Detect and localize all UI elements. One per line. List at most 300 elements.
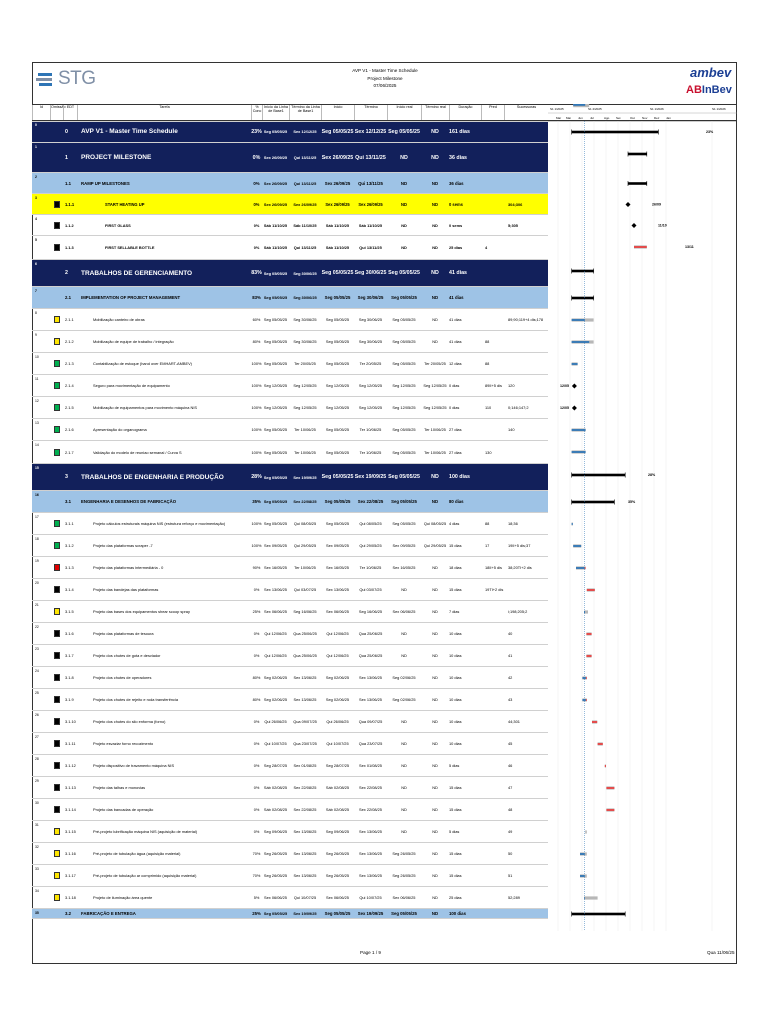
- cell-end: Qua 25/06/25: [358, 631, 383, 636]
- cell-a-end: ND: [431, 128, 439, 135]
- cell-a-end: ND: [432, 587, 438, 592]
- cell-a-end: ND: [432, 631, 438, 636]
- table-row[interactable]: [32, 799, 548, 821]
- cell-bl-end: Seg 30/06/25: [293, 339, 317, 344]
- cell-dur: 0 sems: [449, 222, 463, 228]
- cell-succ: 52;289: [508, 895, 520, 900]
- cell-start: Seg 12/05/25: [325, 383, 350, 388]
- cell-task: PROJECT MILESTONE: [81, 154, 152, 161]
- cell-a-start: ND: [400, 180, 408, 186]
- cell-succ: [504, 491, 548, 512]
- cell-pct: 28%: [251, 474, 262, 480]
- cell-a-end: Ter 10/06/25: [424, 449, 446, 455]
- cell-a-end: ND: [432, 565, 438, 570]
- cell-start: Seg 12/05/25: [325, 405, 350, 410]
- table-row[interactable]: [32, 513, 548, 535]
- cell-pred: [481, 121, 504, 142]
- status-indicator-cell: [50, 887, 63, 908]
- task-bar-remaining: [587, 589, 595, 591]
- status-indicator-cell: [50, 755, 63, 776]
- cell-bl-end: Qui 13/11/25: [293, 155, 317, 160]
- timescale-month: Jan: [666, 116, 671, 120]
- cell-a-start: ND: [401, 245, 407, 250]
- column-header-dur[interactable]: Duração: [449, 105, 481, 120]
- cell-succ: 40: [508, 631, 513, 636]
- cell-bl-start: Seg 09/06/25: [263, 829, 288, 834]
- cell-bl-end: Qui 29/05/25: [293, 543, 317, 548]
- cell-pred: 4: [485, 245, 488, 250]
- cell-pct: 0%: [253, 807, 260, 812]
- table-row[interactable]: [32, 121, 548, 143]
- cell-bl-end: Sex 19/09/25: [293, 911, 317, 916]
- cell-pred: [481, 755, 504, 776]
- column-header-bl-start[interactable]: Início da Linha de Base1: [262, 105, 289, 120]
- task-bar-remaining: [586, 677, 587, 679]
- cell-edt: 1.1.3: [65, 245, 74, 250]
- stg-logo: [36, 68, 136, 90]
- cell-end: Sex 19/09/25: [354, 474, 387, 480]
- status-indicator-icon: [54, 652, 60, 659]
- cell-id: 7: [35, 289, 37, 293]
- cell-succ: [504, 236, 548, 259]
- cell-end: Ter 10/06/25: [359, 565, 382, 570]
- cell-dur: 4 dias: [449, 521, 460, 526]
- cell-bl-end: Sex 26/09/25: [293, 201, 317, 207]
- milestone-diamond: [632, 223, 637, 228]
- timescale-year: S1 1/2026: [712, 107, 726, 111]
- table-row[interactable]: [32, 121, 548, 122]
- cell-start: Seg 28/07/25: [325, 763, 350, 768]
- status-indicator-cell: [50, 645, 63, 666]
- cell-id: 12: [35, 399, 39, 403]
- cell-edt: 3.1.12: [65, 763, 76, 768]
- column-header-a-start[interactable]: Início real: [387, 105, 421, 120]
- table-row[interactable]: [32, 236, 548, 260]
- cell-id: 30: [35, 801, 39, 805]
- cell-id: 19: [35, 559, 39, 563]
- table-row[interactable]: [32, 579, 548, 601]
- cell-bl-start: Seg 28/07/25: [263, 763, 288, 768]
- cell-start: Seg 05/05/25: [325, 361, 350, 366]
- cell-pred: [481, 173, 504, 193]
- cell-a-end: ND: [432, 339, 438, 344]
- cell-pct: 100%: [251, 449, 262, 455]
- table-row[interactable]: [32, 194, 548, 215]
- column-header-pct[interactable]: % Conc: [251, 105, 262, 120]
- cell-a-start: Sex 06/06/25: [392, 609, 416, 614]
- cell-a-end: ND: [432, 201, 438, 207]
- cell-id: 28: [35, 757, 39, 761]
- cell-pct: 25%: [252, 609, 261, 614]
- cell-pct: 100%: [251, 543, 262, 548]
- column-header-end[interactable]: Término: [354, 105, 387, 120]
- table-row[interactable]: [32, 419, 548, 441]
- cell-start: Seg 02/06/25: [325, 697, 350, 702]
- page-number: Page 1 / 9: [360, 950, 381, 955]
- cell-bl-end: Qui 13/11/25: [293, 245, 317, 250]
- cell-bl-end: Ter 10/06/25: [294, 427, 316, 432]
- status-indicator-cell: [50, 535, 63, 556]
- cell-end: Ter 10/06/25: [359, 427, 382, 432]
- cell-succ: 49: [508, 829, 513, 834]
- column-header-id[interactable]: Id: [32, 105, 50, 120]
- cell-pred: [481, 821, 504, 842]
- table-row[interactable]: [32, 601, 548, 623]
- cell-start: Sáb 11/10/25: [325, 222, 350, 228]
- cell-succ: 51: [508, 873, 513, 878]
- cell-pred: [481, 777, 504, 798]
- table-row[interactable]: [32, 755, 548, 777]
- cell-bl-end: Sex 13/06/25: [293, 675, 317, 680]
- cell-task: Pré-projeto de tubulação água (aquisição material): [93, 851, 181, 856]
- cell-id: 10: [35, 355, 39, 359]
- status-indicator-icon: [54, 828, 60, 835]
- cell-start: Seg 05/05/25: [325, 339, 350, 344]
- cell-task: START HEATING UP: [105, 201, 145, 207]
- column-header-ind[interactable]: Omissão: [50, 105, 63, 120]
- cell-a-start: ND: [401, 807, 407, 812]
- table-row[interactable]: [32, 173, 548, 194]
- cell-pct: 5%: [253, 895, 260, 900]
- cell-bl-start: Sáb 02/08/25: [263, 807, 288, 812]
- cell-bl-end: Qua 25/06/25: [293, 653, 317, 658]
- status-indicator-cell: [50, 799, 63, 820]
- status-indicator-icon: [54, 338, 60, 345]
- cell-end: Sex 26/09/25: [358, 201, 383, 207]
- cell-id: 2: [35, 175, 37, 179]
- status-indicator-cell: [50, 397, 63, 418]
- cell-start: Seg 05/05/25: [324, 499, 351, 504]
- summary-bar: [572, 474, 626, 477]
- cell-bl-end: Seg 30/06/25: [293, 295, 317, 300]
- cell-dur: 7 dias: [449, 609, 460, 614]
- cell-bl-end: Ter 10/06/25: [294, 565, 316, 570]
- table-row[interactable]: [32, 287, 548, 309]
- cell-a-start: Seg 05/05/25: [392, 317, 416, 322]
- column-header-succ[interactable]: Sucessoras: [504, 105, 548, 120]
- table-row[interactable]: [32, 397, 548, 419]
- table-row[interactable]: [32, 843, 548, 865]
- cell-end: Sex 13/06/25: [359, 873, 382, 878]
- summary-bar: [572, 270, 594, 273]
- gantt-bar-label: 12/05: [560, 406, 569, 411]
- cell-succ: [504, 331, 548, 352]
- table-row[interactable]: [32, 535, 548, 557]
- cell-dur: 10 dias: [449, 719, 462, 724]
- cell-edt: 2.1.4: [65, 383, 74, 388]
- cell-end: Sex 19/09/25: [357, 911, 384, 916]
- task-table: [32, 121, 548, 931]
- cell-a-end: ND: [432, 609, 438, 614]
- cell-id: 27: [35, 735, 39, 739]
- cell-pred: [481, 464, 504, 490]
- table-row[interactable]: [32, 821, 548, 843]
- gantt-bar-label: 23%: [706, 130, 714, 135]
- cell-pct: 100%: [251, 361, 262, 366]
- cell-edt: 3.1.15: [65, 829, 76, 834]
- cell-dur: 41 dias: [449, 339, 462, 344]
- cell-id: 5: [35, 238, 37, 242]
- cell-succ: 0;146;147;2: [508, 405, 529, 410]
- cell-pct: 100%: [251, 405, 262, 410]
- table-row[interactable]: [32, 464, 548, 491]
- cell-end: Sex 12/12/25: [354, 128, 387, 135]
- cell-dur: 10 dias: [449, 675, 462, 680]
- task-bar-baseline: [584, 896, 598, 899]
- table-row[interactable]: [32, 353, 548, 375]
- table-row[interactable]: [32, 667, 548, 689]
- cell-bl-start: Seg 05/05/25: [263, 361, 288, 366]
- cell-pct: 0%: [253, 719, 260, 724]
- status-indicator-icon: [54, 222, 60, 229]
- cell-task: Projeto de iluminação área quente: [93, 895, 153, 900]
- cell-task: Projeto dos chutes de rejeito e roda transferência: [93, 697, 178, 702]
- table-row[interactable]: [32, 777, 548, 799]
- cell-bl-end: Seg 30/06/25: [293, 270, 317, 276]
- table-row[interactable]: [32, 711, 548, 733]
- cell-pred: 110: [485, 405, 492, 410]
- cell-pct: 90%: [252, 565, 261, 570]
- cell-pred: [481, 865, 504, 886]
- task-bar-baseline: [585, 830, 587, 833]
- cell-task: Pré-projeto de tubulação ar comprimido (aquisição material): [93, 873, 197, 878]
- cell-edt: 3.1.4: [65, 587, 74, 592]
- status-indicator-cell: [50, 689, 63, 710]
- cell-end: Qui 08/05/25: [359, 521, 382, 526]
- table-row[interactable]: [32, 887, 548, 909]
- cell-bl-end: Qui 10/07/25: [293, 895, 317, 900]
- cell-bl-end: Ter 10/06/25: [294, 449, 316, 455]
- cell-start: Seg 05/05/25: [325, 317, 350, 322]
- cell-dur: 15 dias: [449, 851, 462, 856]
- cell-pct: 0%: [253, 245, 260, 250]
- table-row[interactable]: [32, 260, 548, 287]
- cell-a-start: Seg 05/05/25: [388, 270, 420, 276]
- cell-a-end: ND: [432, 719, 438, 724]
- status-indicator-icon: [54, 850, 60, 857]
- cell-pct: 100%: [251, 383, 262, 388]
- table-row[interactable]: [32, 331, 548, 353]
- cell-a-start: Sex 09/05/25: [392, 543, 416, 548]
- cell-pred: [481, 909, 504, 918]
- table-row[interactable]: [32, 309, 548, 331]
- cell-end: Sex 22/08/25: [357, 499, 384, 504]
- cell-pct: 23%: [251, 128, 262, 135]
- cell-a-end: ND: [431, 180, 439, 186]
- cell-task: RAMP UP MILESTONES: [81, 180, 130, 186]
- status-indicator-icon: [54, 608, 60, 615]
- cell-edt: 3.1.8: [65, 675, 74, 680]
- cell-bl-end: Sex 13/06/25: [293, 697, 317, 702]
- cell-bl-start: Qui 10/07/25: [264, 741, 287, 746]
- cell-edt: 2.1.1: [65, 317, 74, 322]
- cell-id: 11: [35, 377, 39, 381]
- cell-a-start: Seg 05/05/25: [392, 427, 416, 432]
- cell-edt: 3.1.10: [65, 719, 76, 724]
- column-header-a-end[interactable]: Término real: [421, 105, 449, 120]
- status-indicator-cell: [50, 121, 63, 142]
- cell-edt: 2.1.6: [65, 427, 74, 432]
- status-indicator-cell: [50, 667, 63, 688]
- table-row[interactable]: [32, 733, 548, 755]
- cell-bl-end: Sex 13/06/25: [293, 873, 317, 878]
- cell-bl-end: Sex 22/08/25: [293, 807, 317, 812]
- cell-a-start: Seg 26/05/25: [392, 851, 416, 856]
- table-row[interactable]: [32, 375, 548, 397]
- cell-a-start: Seg 05/05/25: [388, 474, 420, 480]
- status-indicator-icon: [54, 201, 60, 208]
- cell-id: 13: [35, 421, 39, 425]
- status-indicator-cell: [50, 260, 63, 286]
- cell-id: 34: [35, 889, 39, 893]
- status-indicator-icon: [54, 244, 60, 251]
- cell-succ: [504, 287, 548, 308]
- table-row[interactable]: [32, 689, 548, 711]
- table-row[interactable]: [32, 491, 548, 513]
- cell-id: 21: [35, 603, 39, 607]
- cell-dur: 25 dias: [449, 245, 463, 250]
- cell-succ: 44;301: [508, 719, 520, 724]
- cell-edt: 2.1.7: [65, 449, 74, 455]
- cell-end: Sex 22/08/25: [359, 807, 382, 812]
- cell-dur: 10 dias: [449, 631, 462, 636]
- cell-pct: 0%: [253, 180, 260, 186]
- cell-end: Seg 16/06/25: [358, 609, 383, 614]
- cell-edt: 1: [65, 154, 68, 161]
- cell-start: Sex 09/05/25: [326, 543, 349, 548]
- cell-succ: 41: [508, 653, 513, 658]
- cell-bl-start: Seg 02/06/25: [263, 697, 288, 702]
- cell-id: 22: [35, 625, 39, 629]
- cell-task: Projeto dos chutes de operadores: [93, 675, 152, 680]
- status-indicator-cell: [50, 491, 63, 512]
- cell-pct: 80%: [252, 339, 261, 344]
- cell-dur: 5 dias: [449, 829, 460, 834]
- cell-bl-end: Sex 12/12/25: [293, 129, 317, 134]
- cell-edt: 3.1.13: [65, 785, 76, 790]
- status-indicator-icon: [54, 894, 60, 901]
- cell-a-start: ND: [401, 222, 407, 228]
- table-row[interactable]: [32, 143, 548, 173]
- column-header-pred[interactable]: Pred: [481, 105, 504, 120]
- cell-end: Qui 13/11/25: [358, 180, 383, 186]
- cell-a-start: ND: [401, 741, 407, 746]
- cell-edt: 3.1.1: [65, 521, 74, 526]
- cell-bl-end: Sex 22/08/25: [293, 499, 317, 504]
- cell-pct: 0%: [252, 154, 261, 161]
- cell-dur: 18 dias: [449, 565, 462, 570]
- cell-task: FIRST SELLABLE BOTTLE: [105, 245, 155, 250]
- cell-succ: 140: [508, 427, 515, 432]
- status-indicator-cell: [50, 865, 63, 886]
- cell-a-start: ND: [400, 154, 408, 161]
- status-indicator-icon: [54, 542, 60, 549]
- cell-bl-end: Qui 13/11/25: [293, 180, 317, 186]
- timescale-month: Set: [616, 116, 621, 120]
- cell-succ: 120: [508, 383, 515, 388]
- cell-pred: [481, 843, 504, 864]
- column-header-task[interactable]: Tarefa: [77, 105, 251, 120]
- cell-pred: 19TI+2 dis: [485, 587, 504, 592]
- cell-task: AVP V1 - Master Time Schedule: [81, 128, 178, 135]
- cell-a-end: ND: [431, 295, 439, 300]
- cell-pct: 100%: [251, 427, 262, 432]
- cell-edt: 1.1.2: [65, 222, 74, 228]
- cell-a-end: ND: [432, 873, 438, 878]
- table-row[interactable]: [32, 441, 548, 464]
- cell-dur: 36 dias: [449, 154, 467, 161]
- table-row[interactable]: [32, 909, 548, 919]
- cell-bl-start: Sex 13/06/25: [264, 587, 287, 592]
- cell-succ: 50: [508, 851, 513, 856]
- cell-dur: 41 dias: [449, 270, 467, 276]
- table-row[interactable]: [32, 623, 548, 645]
- title-line: AVP V1 - Master Time Schedule: [352, 68, 418, 73]
- cell-start: Sáb 02/08/25: [325, 807, 350, 812]
- task-bar-progress: [580, 853, 585, 855]
- cell-a-start: ND: [401, 587, 407, 592]
- task-bar-progress: [573, 104, 585, 106]
- cell-a-start: Seg 05/05/25: [391, 911, 417, 916]
- column-header-edt[interactable]: EDT: [63, 105, 77, 120]
- cell-start: Qui 26/06/25: [326, 719, 349, 724]
- cell-pct: 70%: [252, 873, 261, 878]
- cell-start: Seg 05/05/25: [325, 521, 350, 526]
- cell-succ: 48: [508, 807, 513, 812]
- status-indicator-icon: [54, 784, 60, 791]
- status-indicator-cell: [50, 173, 63, 193]
- timescale-month: Out: [630, 116, 635, 120]
- cell-id: 29: [35, 779, 39, 783]
- cell-succ: 46: [508, 763, 513, 768]
- cell-dur: 10 dias: [449, 697, 462, 702]
- cell-pred: [481, 667, 504, 688]
- cell-start: Sáb 11/10/25: [325, 245, 350, 250]
- cell-start: Seg 05/05/25: [321, 270, 354, 276]
- cell-id: 3: [35, 196, 37, 200]
- cell-id: 16: [35, 493, 39, 497]
- cell-dur: 0 dias: [449, 383, 460, 388]
- cell-bl-start: Seg 05/05/25: [263, 339, 288, 344]
- cell-bl-start: Seg 05/05/25: [263, 129, 288, 134]
- cell-bl-start: Sex 26/09/25: [263, 180, 288, 186]
- table-row[interactable]: [32, 645, 548, 667]
- cell-id: 9: [35, 333, 37, 337]
- cell-end: Sex 13/06/25: [359, 697, 382, 702]
- table-row[interactable]: [32, 557, 548, 579]
- column-header-bl-end[interactable]: Término da Linha de Base1: [289, 105, 321, 120]
- task-bar-progress: [580, 875, 585, 877]
- cell-edt: 3.1.3: [65, 565, 74, 570]
- cell-start: Seg 02/06/25: [325, 675, 350, 680]
- cell-dur: 0 dias: [449, 405, 460, 410]
- cell-pred: [481, 689, 504, 710]
- cell-bl-start: Seg 05/05/25: [263, 270, 288, 276]
- subtitle-line: Project Milestone: [367, 75, 403, 81]
- cell-a-start: Sex 06/06/25: [392, 895, 416, 900]
- status-indicator-icon: [54, 404, 60, 411]
- milestone-diamond: [572, 406, 577, 411]
- table-row[interactable]: [32, 215, 548, 236]
- cell-succ: [504, 121, 548, 142]
- status-indicator-icon: [54, 360, 60, 367]
- column-header-start[interactable]: Início: [321, 105, 354, 120]
- cell-task: Projeto das bancadas de operação: [93, 807, 154, 812]
- cell-a-end: ND: [432, 245, 438, 250]
- cell-bl-start: Seg 12/05/25: [263, 405, 288, 410]
- cell-dur: 15 dias: [449, 807, 462, 812]
- table-row[interactable]: [32, 865, 548, 887]
